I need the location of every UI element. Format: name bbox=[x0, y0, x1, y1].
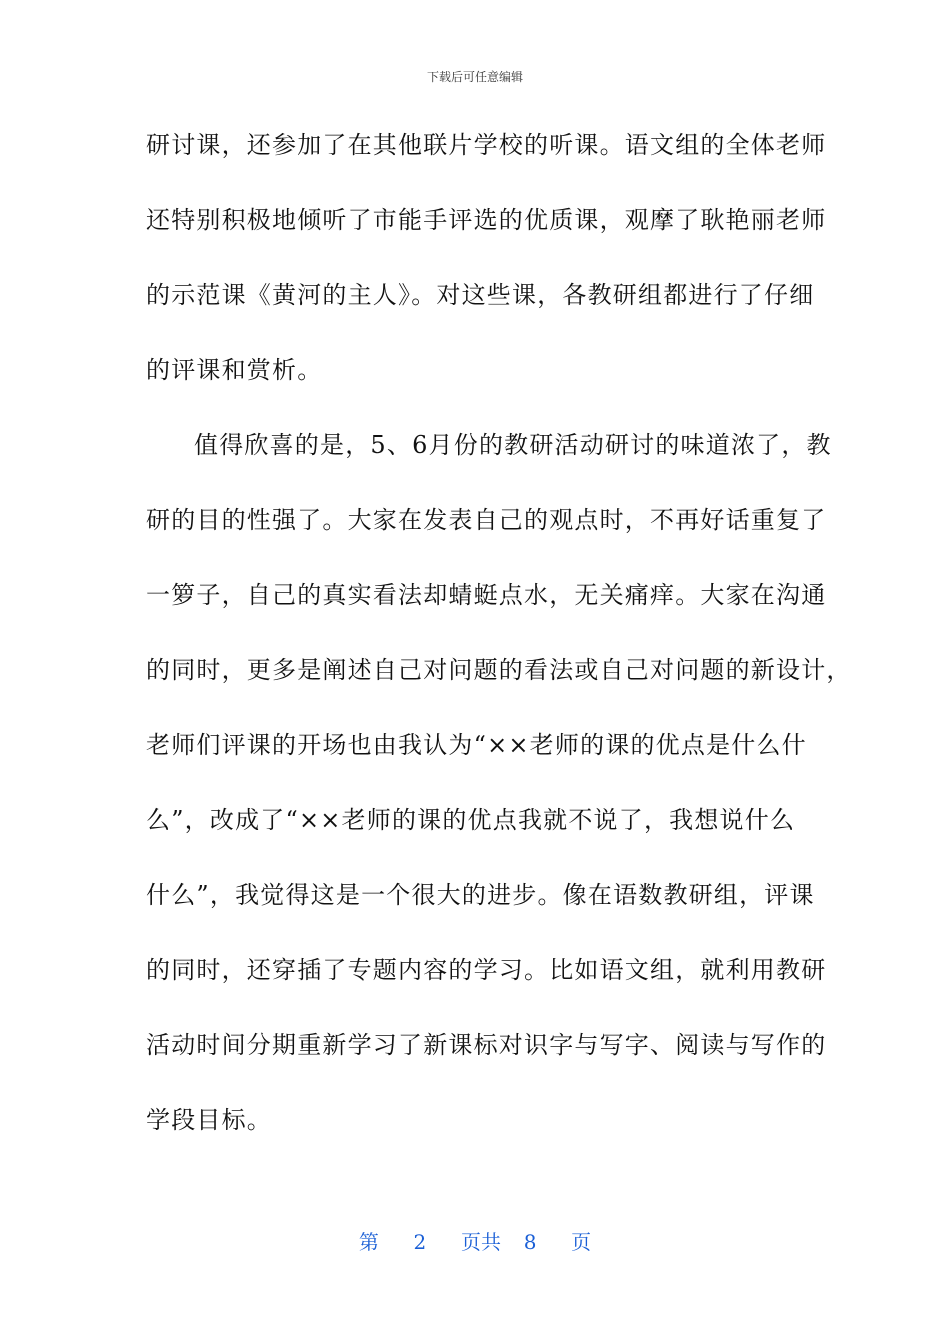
text-line: 老师们评课的开场也由我认为“××老师的课的优点是什么什 bbox=[146, 731, 807, 759]
document-body bbox=[146, 120, 852, 1170]
footer-ye-gong: 页共 bbox=[461, 1230, 501, 1254]
header-note: 下载后可任意编辑 bbox=[426, 70, 523, 84]
text-line-paragraph-start: 值得欣喜的是，5、6月份的教研活动研讨的味道浓了，教 bbox=[194, 431, 832, 459]
page-footer bbox=[0, 1226, 950, 1255]
text-line: 研讨课，还参加了在其他联片学校的听课。语文组的全体老师 bbox=[146, 131, 827, 159]
text-line: 的同时，还穿插了专题内容的学习。比如语文组，就利用教研 bbox=[146, 956, 827, 984]
text-line: 什么”，我觉得这是一个很大的进步。像在语数教研组，评课 bbox=[146, 881, 815, 909]
text-line: 学段目标。 bbox=[146, 1106, 272, 1134]
text-line: 么”，改成了“××老师的课的优点我就不说了，我想说什么 bbox=[146, 806, 796, 834]
text-line: 的评课和赏析。 bbox=[146, 356, 323, 384]
footer-current-page: 2 bbox=[413, 1230, 427, 1254]
page-header bbox=[0, 68, 950, 85]
text-line: 研的目的性强了。大家在发表自己的观点时，不再好话重复了 bbox=[146, 506, 827, 534]
footer-total-pages: 8 bbox=[523, 1230, 537, 1254]
footer-di: 第 bbox=[358, 1230, 379, 1254]
text-line: 的同时，更多是阐述自己对问题的看法或自己对问题的新设计， bbox=[146, 656, 852, 684]
text-line: 的示范课《黄河的主人》。对这些课，各教研组都进行了仔细 bbox=[146, 281, 815, 309]
text-line: 还特别积极地倾听了市能手评选的优质课，观摩了耿艳丽老师 bbox=[146, 206, 827, 234]
footer-ye: 页 bbox=[571, 1230, 592, 1254]
text-line: 活动时间分期重新学习了新课标对识字与写字、阅读与写作的 bbox=[146, 1031, 827, 1059]
text-line: 一箩子，自己的真实看法却蜻蜓点水，无关痛痒。大家在沟通 bbox=[146, 581, 827, 609]
